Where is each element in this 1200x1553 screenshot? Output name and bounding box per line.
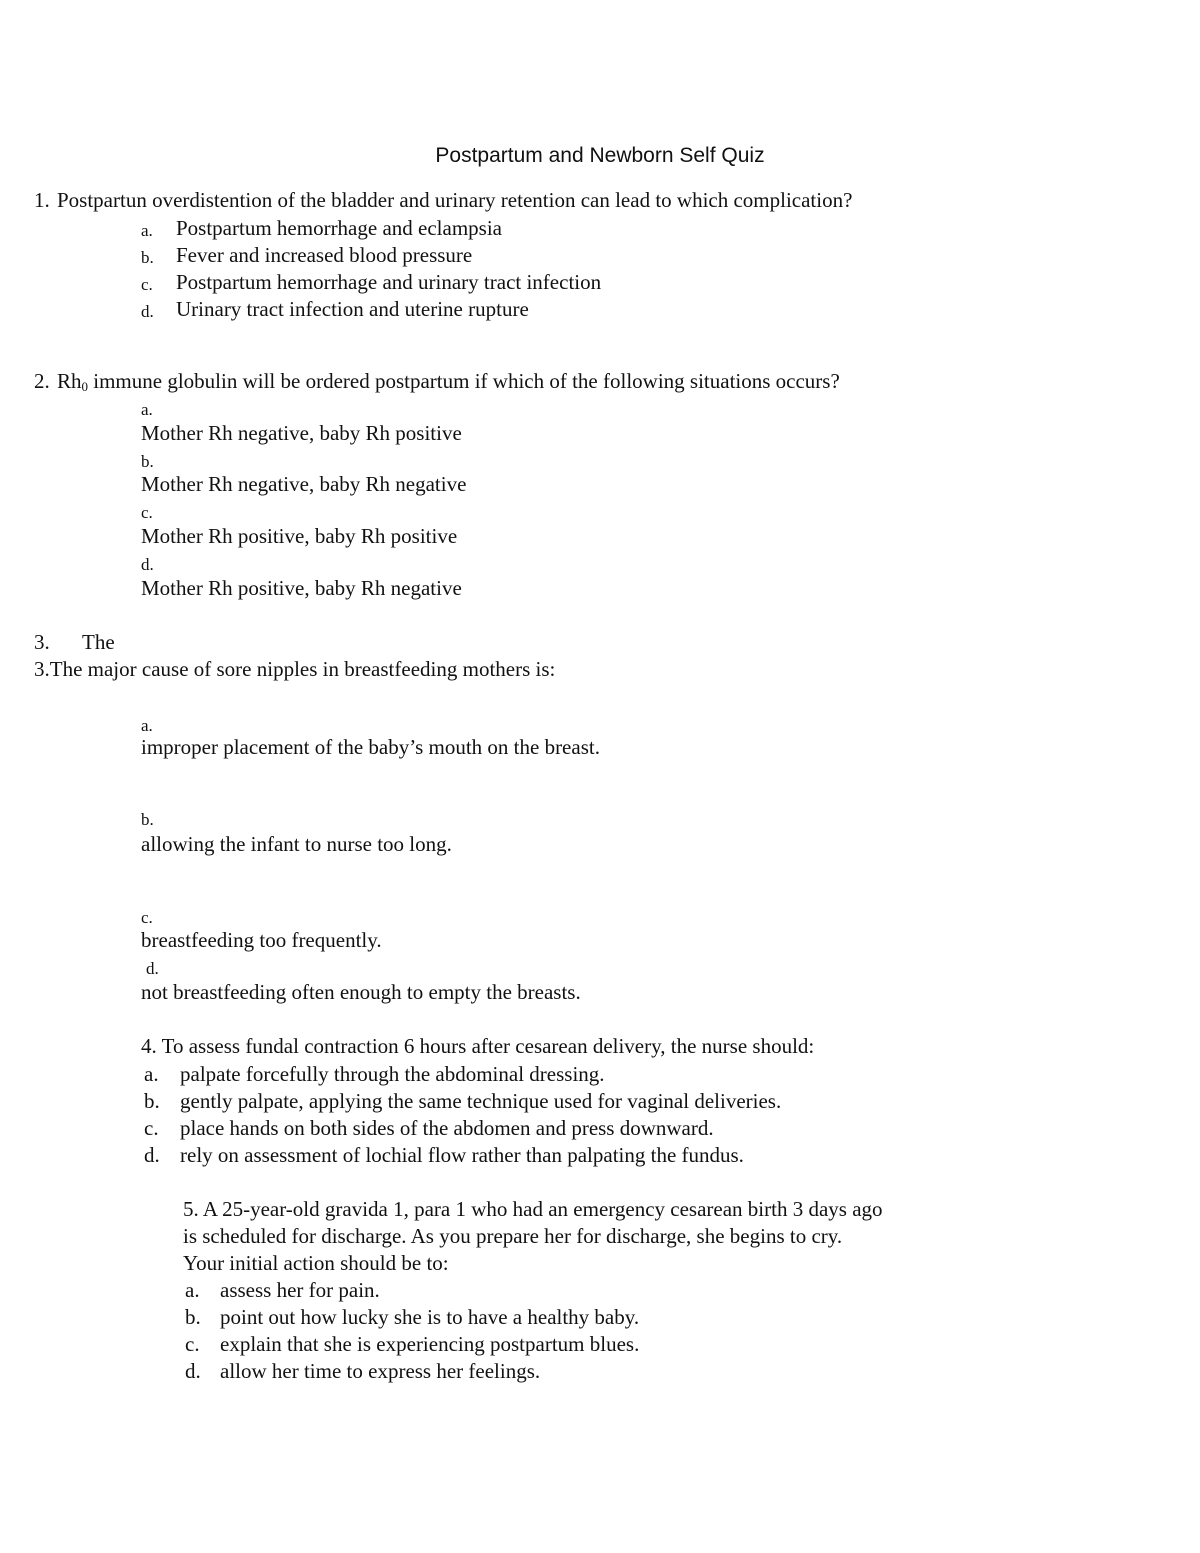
- q1-option-a-text: Postpartum hemorrhage and eclampsia: [176, 216, 502, 240]
- page-title: Postpartum and Newborn Self Quiz: [435, 144, 765, 167]
- q5-option-c-text: explain that she is experiencing postpartum blues.: [220, 1332, 640, 1356]
- q4-option-b-letter: b.: [144, 1089, 160, 1113]
- q4-option-d-letter: d.: [144, 1143, 160, 1167]
- q4-option-c-text: place hands on both sides of the abdomen and press downward.: [180, 1116, 714, 1140]
- q5-option-d-text: allow her time to express her feelings.: [220, 1359, 541, 1383]
- question-1-text: Postpartun overdistention of the bladder and urinary retention can lead to which complication?: [57, 188, 853, 212]
- q5-option-c-letter: c.: [185, 1332, 200, 1356]
- q2-option-c-text: Mother Rh positive, baby Rh positive: [141, 524, 458, 548]
- q5-option-b-letter: b.: [185, 1305, 201, 1329]
- question-3-fragment-text: The: [82, 630, 115, 654]
- q5-option-a-letter: a.: [185, 1278, 200, 1302]
- q1-option-d-letter: d.: [141, 302, 154, 321]
- q4-option-b-text: gently palpate, applying the same technique used for vaginal deliveries.: [180, 1089, 782, 1113]
- q5-option-b-text: point out how lucky she is to have a healthy baby.: [220, 1305, 640, 1329]
- question-5-line-3: Your initial action should be to:: [183, 1251, 449, 1275]
- q1-option-d-text: Urinary tract infection and uterine rupture: [176, 297, 529, 321]
- q2-option-c-letter: c.: [141, 503, 153, 522]
- q3-option-a-text: improper placement of the baby’s mouth on the breast.: [141, 735, 600, 759]
- question-5-line-1: 5. A 25-year-old gravida 1, para 1 who had an emergency cesarean birth 3 days ago: [183, 1197, 883, 1221]
- question-2-number: 2.: [34, 369, 50, 393]
- question-2-text: $Rh_0$ immune globulin will be ordered postpartum if which of the following situations occurs?: [57, 369, 840, 394]
- q2-option-d-text: Mother Rh positive, baby Rh negative: [141, 576, 462, 600]
- q1-option-c-text: Postpartum hemorrhage and urinary tract infection: [176, 270, 602, 294]
- q4-option-a-text: palpate forcefully through the abdominal dressing.: [180, 1062, 605, 1086]
- q3-option-b-text: allowing the infant to nurse too long.: [141, 832, 452, 856]
- q2-option-a-letter: a.: [141, 400, 153, 419]
- q3-option-b-letter: b.: [141, 810, 154, 829]
- q3-option-a-letter: a.: [141, 716, 153, 735]
- question-1-number: 1.: [34, 188, 50, 212]
- q4-option-d-text: rely on assessment of lochial flow rather than palpating the fundus.: [180, 1143, 744, 1167]
- q5-option-a-text: assess her for pain.: [220, 1278, 380, 1302]
- q2-option-a-text: Mother Rh negative, baby Rh positive: [141, 421, 462, 445]
- q2-option-b-text: Mother Rh negative, baby Rh negative: [141, 472, 467, 496]
- q3-option-c-letter: c.: [141, 908, 153, 927]
- question-3-text: 3.The major cause of sore nipples in breastfeeding mothers is:: [34, 657, 556, 681]
- q1-option-a-letter: a.: [141, 221, 153, 240]
- question-3-fragment-number: 3.: [34, 630, 50, 654]
- q3-option-c-text: breastfeeding too frequently.: [141, 928, 382, 952]
- q2-option-b-letter: b.: [141, 452, 154, 471]
- q2-option-d-letter: d.: [141, 555, 154, 574]
- q4-option-c-letter: c.: [144, 1116, 159, 1140]
- q1-option-b-letter: b.: [141, 248, 154, 267]
- q5-option-d-letter: d.: [185, 1359, 201, 1383]
- question-4-text: 4. To assess fundal contraction 6 hours after cesarean delivery, the nurse should:: [141, 1034, 815, 1058]
- q4-option-a-letter: a.: [144, 1062, 159, 1086]
- q1-option-c-letter: c.: [141, 275, 153, 294]
- q3-option-d-text: not breastfeeding often enough to empty the breasts.: [141, 980, 581, 1004]
- q3-option-d-letter: d.: [146, 959, 159, 978]
- q1-option-b-text: Fever and increased blood pressure: [176, 243, 473, 267]
- question-5-line-2: is scheduled for discharge. As you prepare her for discharge, she begins to cry.: [183, 1224, 843, 1248]
